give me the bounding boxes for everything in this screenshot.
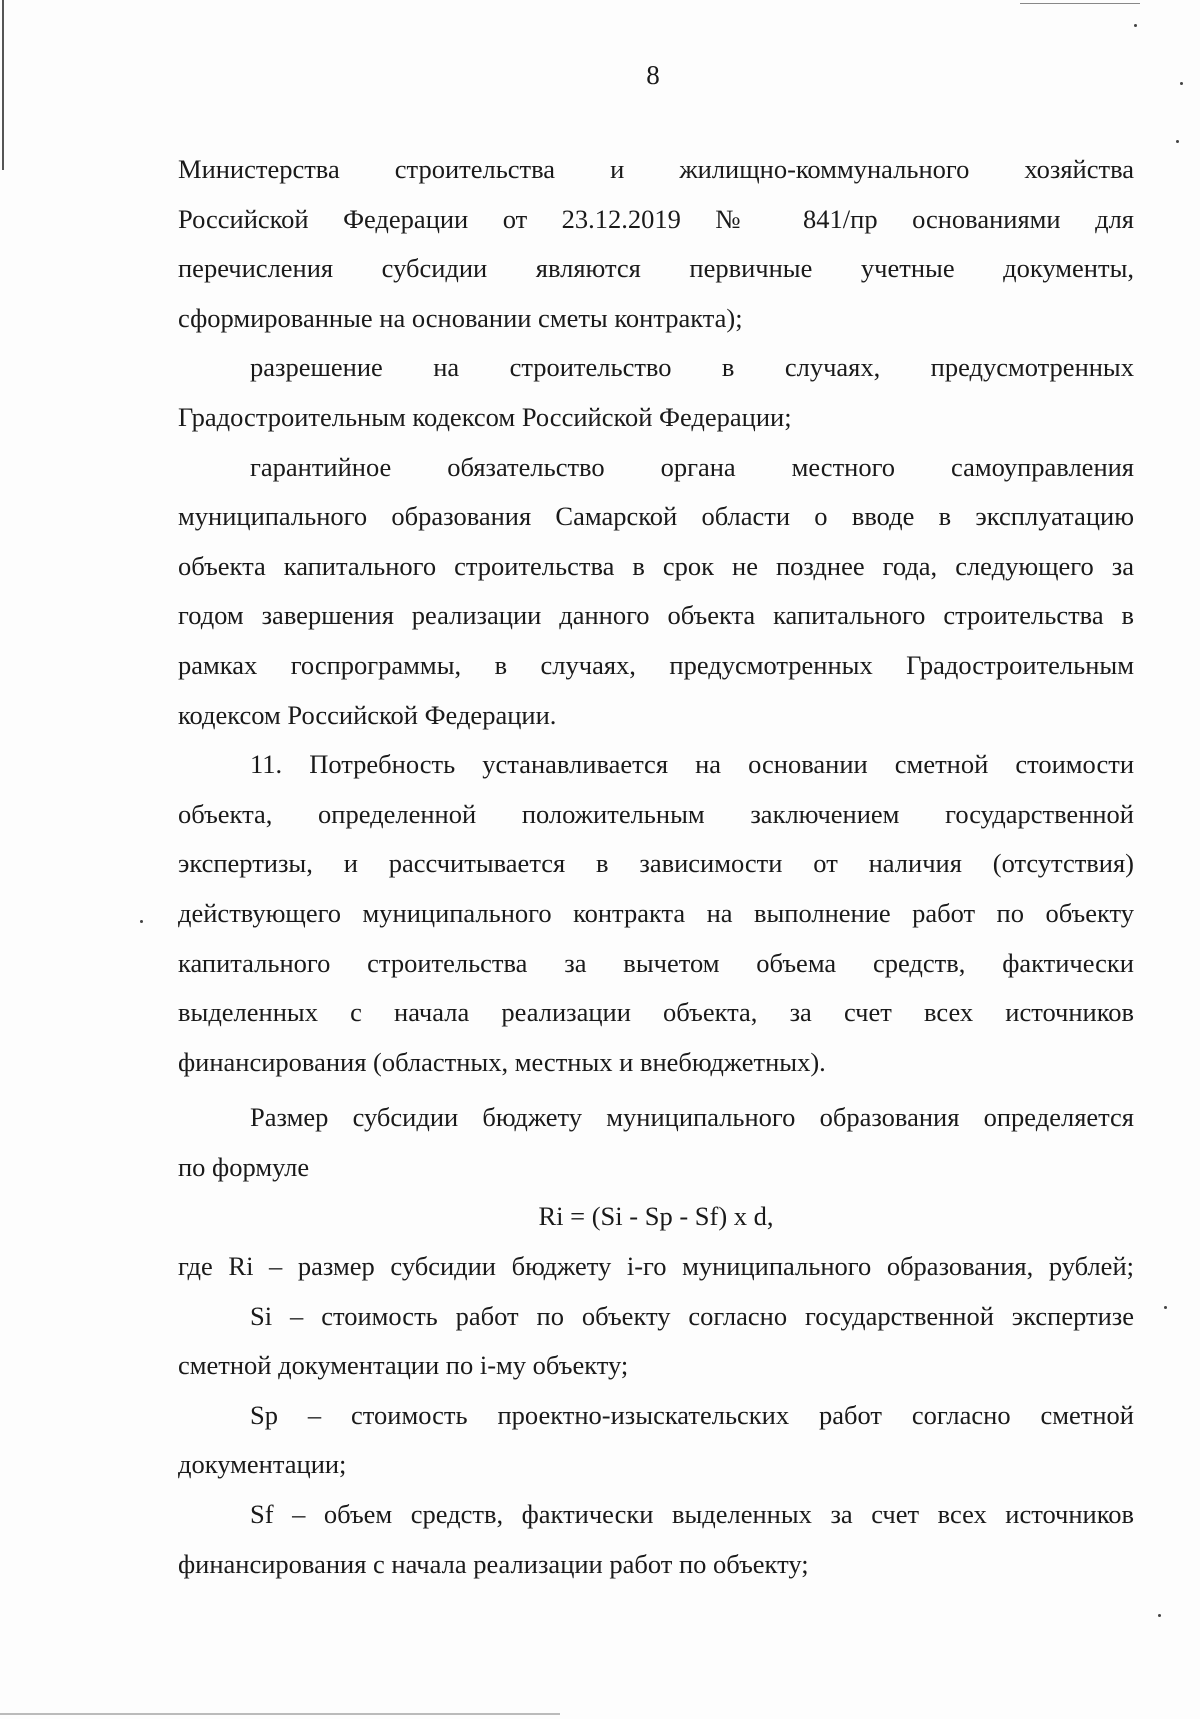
text-line: сметной документации по i-му объекту; (178, 1350, 629, 1381)
text-line: рамках госпрограммы, в случаях, предусмотренных Градостроительным (178, 649, 1134, 680)
text-line: Градостроительным кодексом Российской Федерации; (178, 401, 792, 432)
scan-speck (1164, 1306, 1167, 1309)
text-line: объекта капитального строительства в срок не позднее года, следующего за (178, 550, 1134, 581)
text-line: финансирования (областных, местных и внебюджетных). (178, 1046, 826, 1077)
text-line: действующего муниципального контракта на выполнение работ по объекту (178, 897, 1134, 928)
body-text (178, 145, 1134, 1589)
text-line: 11. Потребность устанавливается на основании сметной стоимости (250, 749, 1134, 780)
scan-speck (1134, 24, 1137, 27)
text-line: гарантийное обязательство органа местного самоуправления (250, 451, 1134, 482)
scan-speck (1158, 1614, 1161, 1617)
text-line: по формуле (178, 1151, 310, 1182)
text-line: документации; (178, 1449, 347, 1480)
text-line: сформированные на основании сметы контракта); (178, 302, 743, 333)
text-line: объекта, определенной положительным заключением государственной (178, 798, 1134, 829)
text-line: Si – стоимость работ по объекту согласно государственной экспертизе (250, 1300, 1134, 1331)
scan-edge-top (1020, 3, 1140, 4)
subsidy-formula-section (178, 1093, 1134, 1589)
page-number: 8 (646, 60, 660, 90)
scan-speck (140, 920, 143, 923)
scan-edge-bottom (0, 1713, 560, 1715)
text-line: Sp – стоимость проектно-изыскательских работ согласно сметной (250, 1399, 1134, 1430)
text-line: Sf – объем средств, фактически выделенных за счет всех источников (250, 1499, 1134, 1530)
text-line: годом завершения реализации данного объекта капитального строительства в (178, 600, 1134, 631)
text-line: муниципального образования Самарской области о вводе в эксплуатацию (178, 501, 1134, 532)
text-line: разрешение на строительство в случаях, предусмотренных (250, 352, 1134, 383)
text-line: кодексом Российской Федерации. (178, 699, 557, 730)
text-line: где Ri – размер субсидии бюджету i-го муниципального образования, рублей; (178, 1251, 1134, 1282)
text-line: финансирования с начала реализации работ по объекту; (178, 1548, 809, 1579)
text-line: Размер субсидии бюджету муниципального образования определяется (250, 1102, 1134, 1133)
text-line: Российской Федерации от 23.12.2019 № 841/пр основаниями для (178, 203, 1134, 234)
scan-speck (1176, 140, 1179, 143)
body-paragraphs (178, 145, 1134, 1087)
text-line: капитального строительства за вычетом объема средств, фактически (178, 947, 1134, 978)
text-line: выделенных с начала реализации объекта, за счет всех источников (178, 997, 1134, 1028)
text-line: экспертизы, и рассчитывается в зависимости от наличия (отсутствия) (178, 848, 1134, 879)
text-line: Министерства строительства и жилищно-коммунального хозяйства (178, 154, 1134, 184)
formula-line: Ri = (Si - Sp - Sf) x d, (538, 1201, 774, 1232)
text-line: перечисления субсидии являются первичные учетные документы, (178, 253, 1134, 284)
